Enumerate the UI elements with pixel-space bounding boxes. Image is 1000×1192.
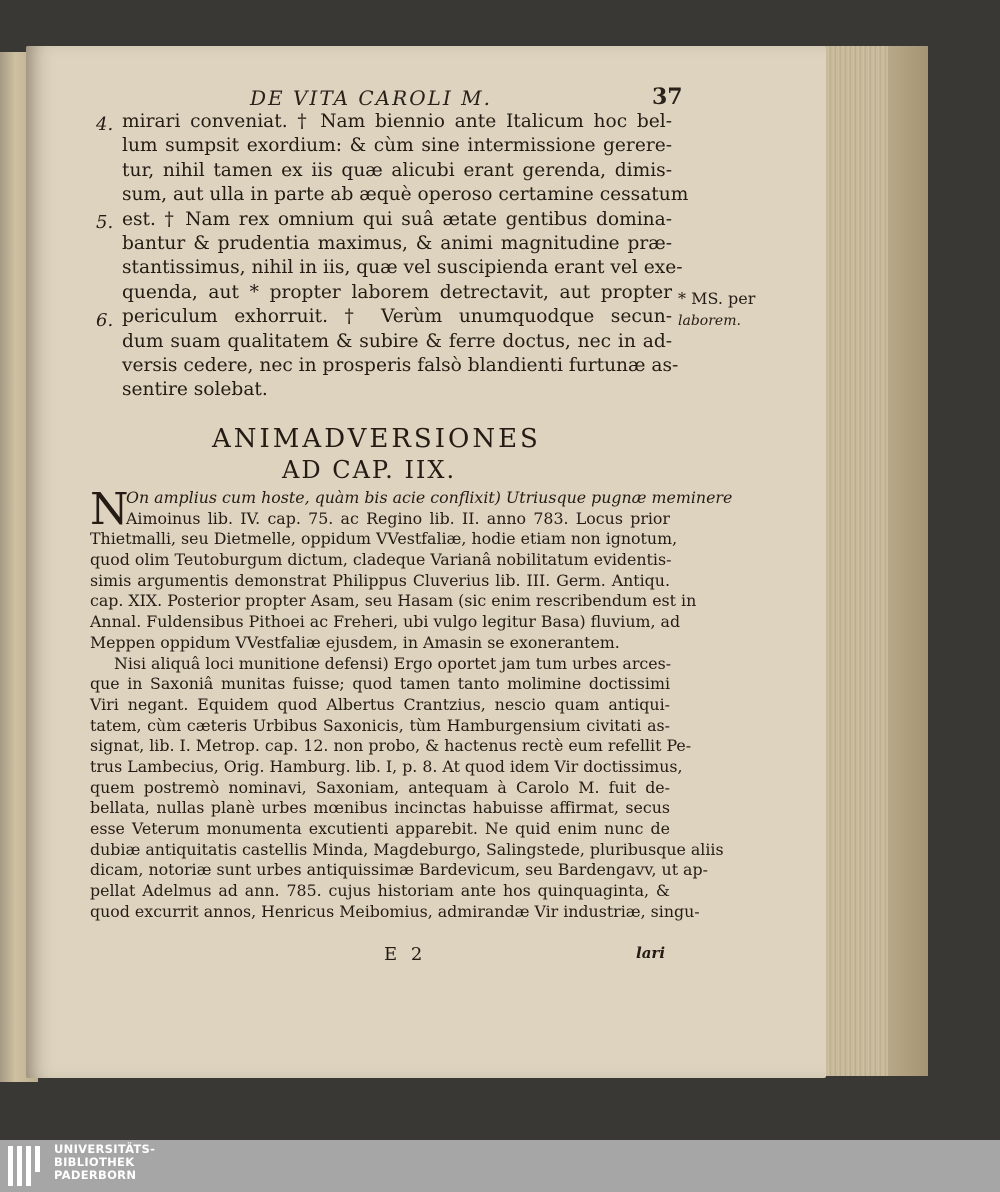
library-logo-icon <box>8 1146 48 1186</box>
note-line: trus Lambecius, Orig. Hamburg. lib. I, p. 8. At quod idem Vir doctissimus, <box>90 756 683 776</box>
library-name-line: UNIVERSITÄTS- <box>54 1142 156 1156</box>
side-note-line: * MS. per <box>678 289 756 308</box>
note-line: Aimoinus lib. IV. cap. 75. ac Regino lib. II. anno 783. Locus prior <box>126 508 670 528</box>
text-line: dum suam qualitatem & subire & ferre doctus, nec in ad- <box>122 330 672 352</box>
note-line: cap. XIX. Posterior propter Asam, seu Hasam (sic enim rescribendum est in <box>90 591 697 611</box>
running-head: DE VITA CAROLI M. <box>250 86 492 110</box>
margin-number: 5. <box>96 212 114 233</box>
note-line: bellata, nullas planè urbes mœnibus incinctas habuisse affirmat, secus <box>90 798 670 818</box>
section-subheading: AD CAP. IIX. <box>282 456 457 484</box>
side-note-line: laborem. <box>678 313 741 329</box>
text-line: bantur & prudentia maximus, & animi magnitudine præ- <box>122 232 672 254</box>
library-name-line: PADERBORN <box>54 1168 137 1182</box>
library-name-line: BIBLIOTHEK <box>54 1155 135 1169</box>
note-line: Thietmalli, seu Dietmelle, oppidum VVestfaliæ, hodie etiam non ignotum, <box>90 529 678 549</box>
signature-mark: E 2 <box>384 944 427 965</box>
margin-number: 4. <box>96 114 114 135</box>
note-line: quem postremò nominavi, Saxoniam, antequam à Carolo M. fuit de- <box>90 777 670 797</box>
note-line: signat, lib. I. Metrop. cap. 12. non probo, & hactenus rectè eum refellit Pe- <box>90 736 692 756</box>
note-line: Nisi aliquâ loci munitione defensi) Ergo oportet jam tum urbes arces- <box>114 653 672 673</box>
section-heading: ANIMADVERSIONES <box>212 424 541 454</box>
note-line: tatem, cùm cæteris Urbibus Saxonicis, tùm Hamburgensium civitati as- <box>90 715 670 735</box>
text-line: stantissimus, nihil in iis, quæ vel suscipienda erant vel exe- <box>122 257 683 279</box>
library-name <box>54 1143 155 1182</box>
book-cover-edge <box>888 46 928 1076</box>
text-line: mirari conveniat. † Nam biennio ante Italicum hoc bel- <box>122 111 672 132</box>
catchword: lari <box>636 944 666 962</box>
text-line: quenda, aut * propter laborem detrectavit, aut propter <box>122 281 672 303</box>
note-line: dicam, notoriæ sunt urbes antiquissimæ Bardevicum, seu Bardengavv, ut ap- <box>90 860 708 880</box>
note-line: pellat Adelmus ad ann. 785. cujus historiam ante hos quinquaginta, & <box>90 881 670 901</box>
note-line: quod olim Teutoburgum dictum, cladeque Varianâ nobilitatum evidentis- <box>90 550 672 570</box>
page-number: 37 <box>652 84 683 110</box>
drop-cap: N <box>90 484 129 535</box>
text-line: versis cedere, nec in prosperis falsò blandienti furtunæ as- <box>122 354 679 376</box>
note-line: Annal. Fuldensibus Pithoei ac Freheri, ubi vulgo legitur Basa) fluvium, ad <box>90 612 681 632</box>
annotations-text <box>90 484 733 922</box>
text-line: sentire solebat. <box>122 379 268 401</box>
note-line: Viri negant. Equidem quod Albertus Crantzius, nescio quam antiqui- <box>90 694 670 714</box>
chapter-text <box>122 110 689 403</box>
note-line: On amplius cum hoste, quàm bis acie conflixit) Utriusque pugnæ meminere <box>126 488 733 507</box>
text-line: est. † Nam rex omnium qui suâ ætate gentibus domina- <box>122 208 672 230</box>
text-line: periculum exhorruit. † Verùm unumquodque secun- <box>122 306 672 328</box>
note-line: simis argumentis demonstrat Philippus Cluverius lib. III. Germ. Antiqu. <box>90 570 670 590</box>
note-line: Meppen oppidum VVestfaliæ ejusdem, in Amasin se exonerantem. <box>90 632 620 652</box>
text-line: lum sumpsit exordium: & cùm sine intermissione gerere- <box>122 135 672 157</box>
note-line: que in Saxoniâ munitas fuisse; quod tamen tanto molimine doctissimi <box>90 674 670 694</box>
text-line: sum, aut ulla in parte ab æquè operoso certamine cessatum <box>122 184 689 206</box>
margin-number: 6. <box>96 310 114 331</box>
note-line: esse Veterum monumenta excutienti apparebit. Ne quid enim nunc de <box>90 819 670 838</box>
note-line: quod excurrit annos, Henricus Meibomius, admirandæ Vir industriæ, singu- <box>90 901 700 921</box>
note-line: dubiæ antiquitatis castellis Minda, Magdeburgo, Salingstede, pluribusque aliis <box>90 839 724 859</box>
text-line: tur, nihil tamen ex iis quæ alicubi erant gerenda, dimis- <box>122 159 672 181</box>
side-note <box>678 288 755 332</box>
